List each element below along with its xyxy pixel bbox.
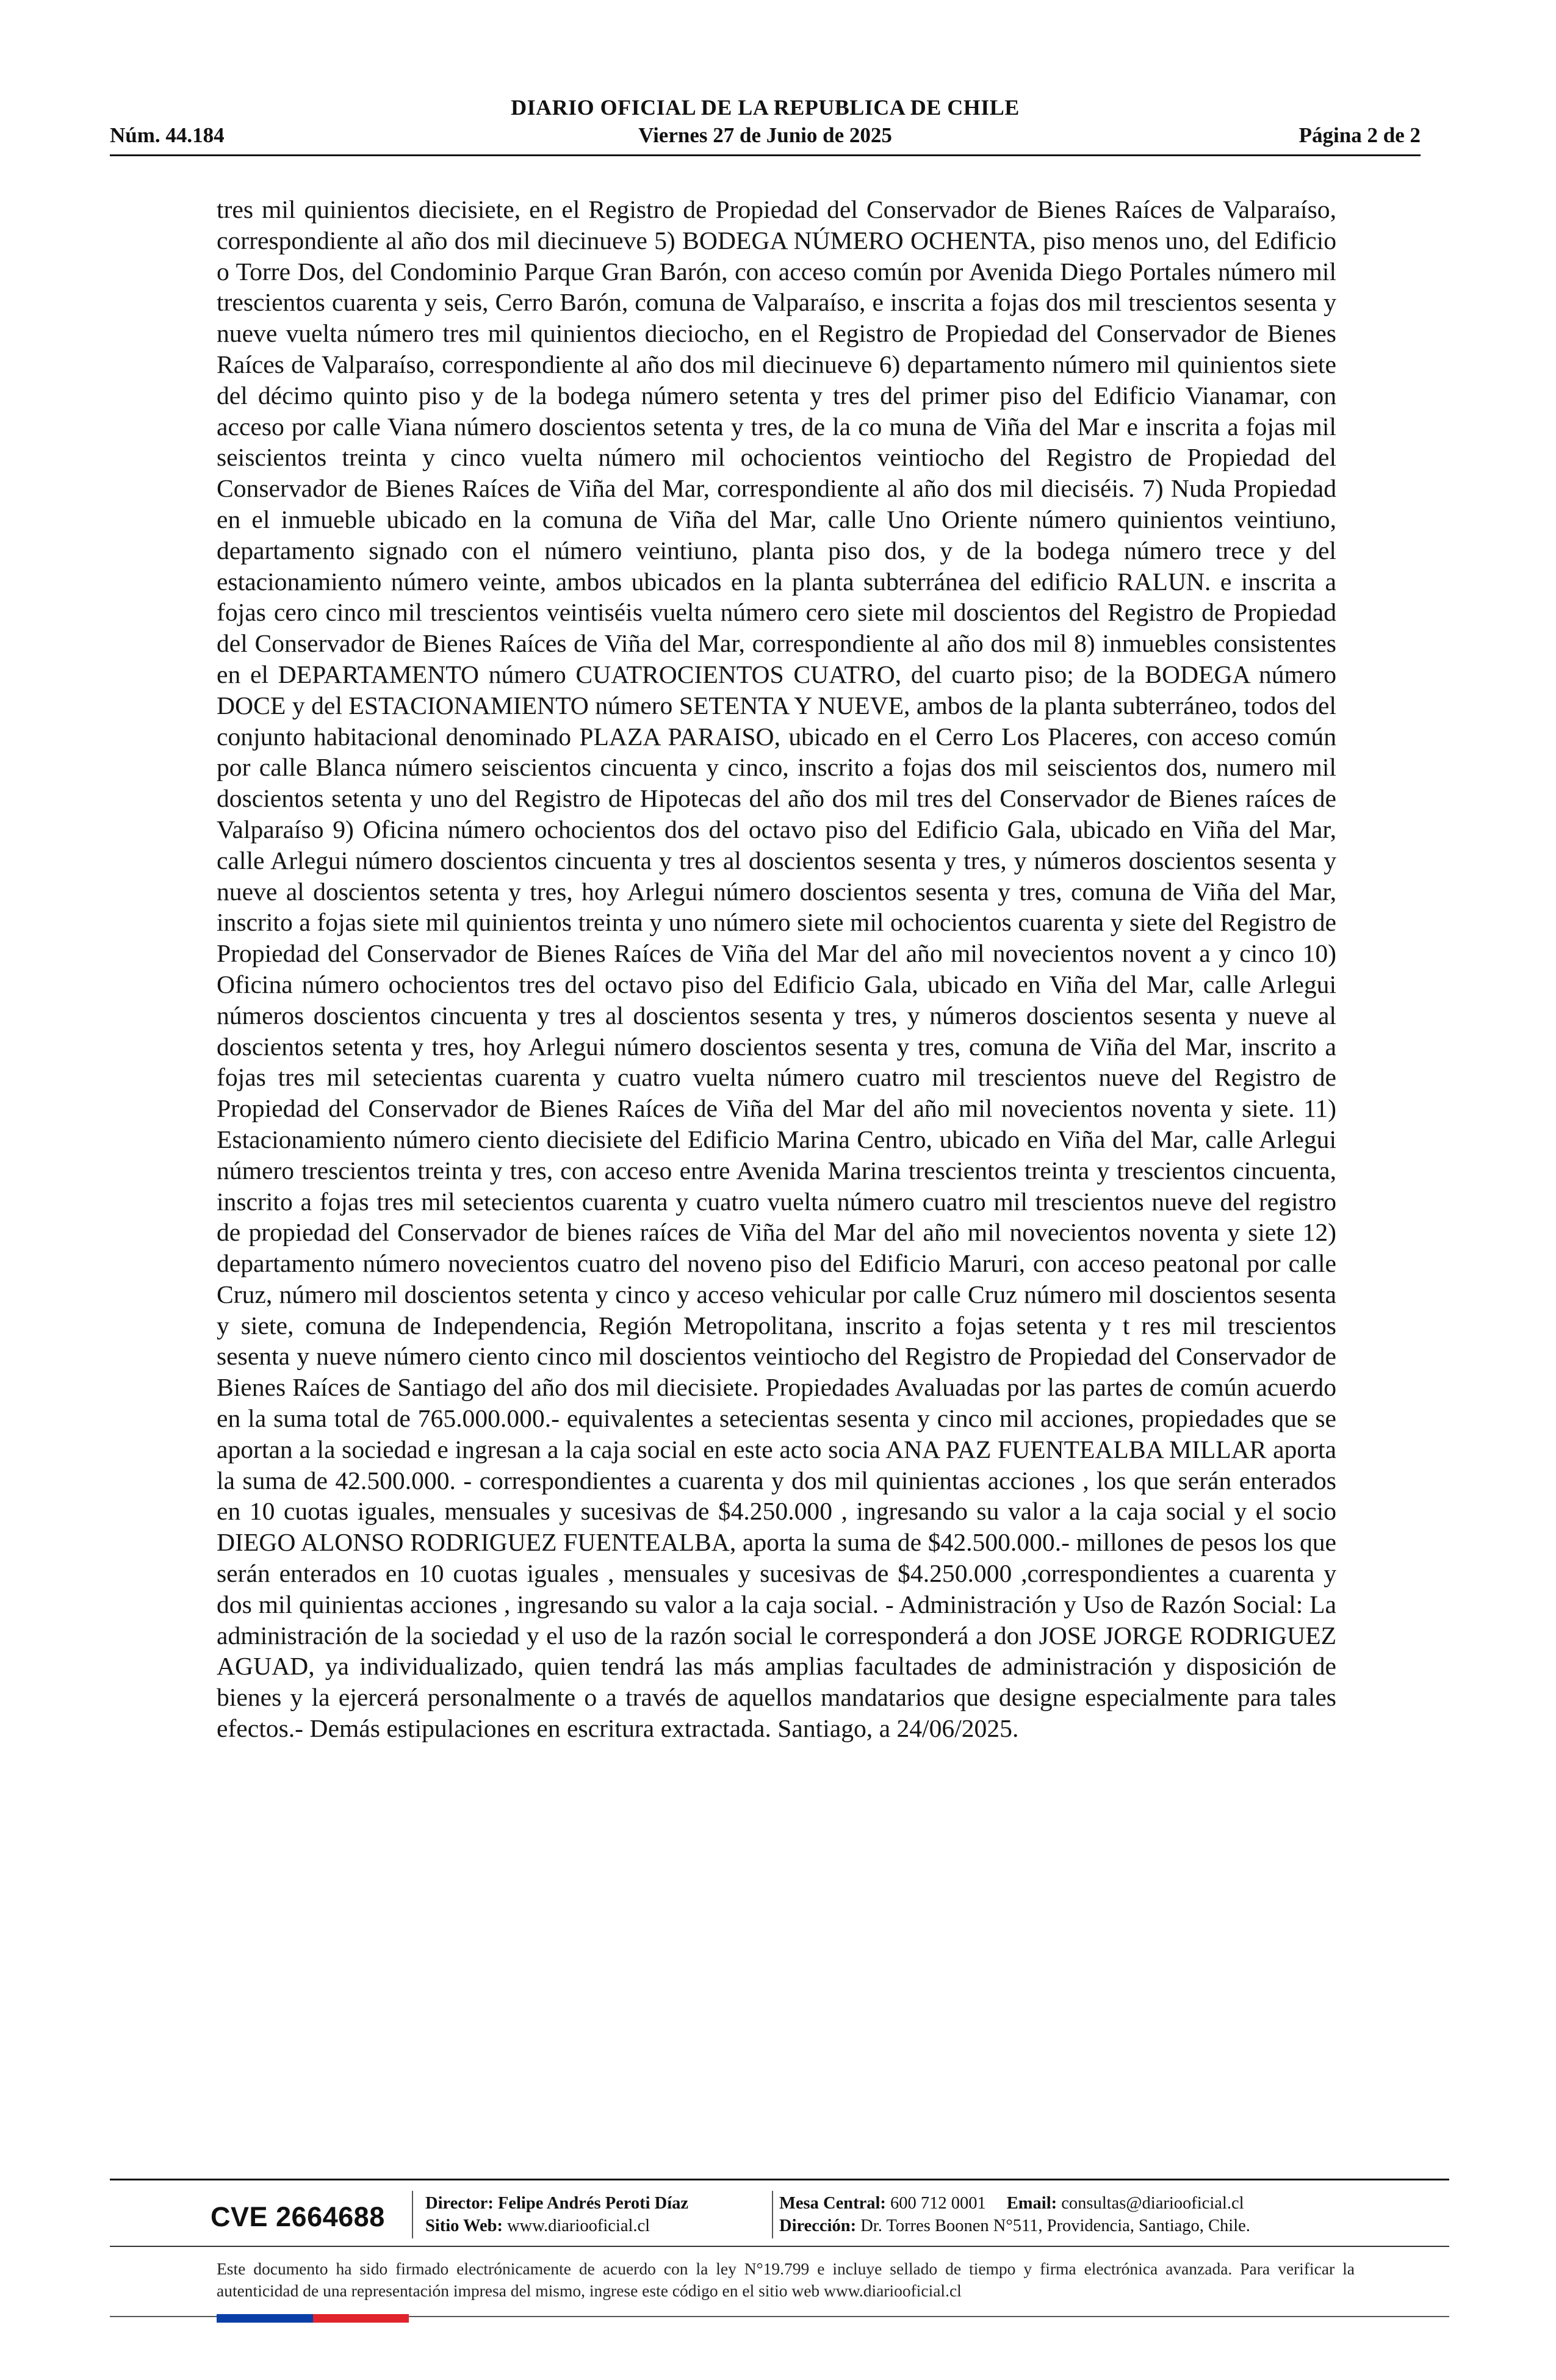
email-label: Email: [1006, 2194, 1057, 2213]
page-indicator: Página 2 de 2 [1298, 123, 1421, 147]
cve-code: CVE 2664688 [211, 2201, 385, 2232]
phone-number: 600 712 0001 [890, 2194, 986, 2213]
director-name: Felipe Andrés Peroti Díaz [497, 2194, 689, 2213]
footer-separator [772, 2191, 773, 2238]
director-label: Director: [425, 2194, 494, 2213]
footer-director-column [425, 2192, 688, 2237]
page-header [110, 95, 1421, 156]
phone-label: Mesa Central: [779, 2194, 886, 2213]
address-label: Dirección: [779, 2216, 857, 2235]
footer-contact-column [779, 2192, 1250, 2237]
chile-flag-stripe [217, 2314, 409, 2323]
electronic-signature-notice: Este documento ha sido firmado electrónicamente de acuerdo con la ley N°19.799 e incluye sellado de tiempo y firma electrónica avanzada. Para verificar la autenticidad de una representación impresa del mismo, ingrese este código en el sitio web www.diariooficial.cl [217, 2259, 1355, 2300]
website-label: Sitio Web: [425, 2216, 503, 2235]
header-meta-row [110, 123, 1421, 150]
flag-blue-segment [217, 2314, 313, 2323]
issue-number: Núm. 44.184 [110, 123, 225, 147]
publication-title: DIARIO OFICIAL DE LA REPUBLICA DE CHILE [511, 95, 1020, 120]
email-link[interactable]: consultas@diariooficial.cl [1061, 2194, 1244, 2213]
footer-middle-divider [110, 2246, 1449, 2247]
header-divider [110, 154, 1421, 156]
flag-red-segment [313, 2314, 409, 2323]
extract-body-text: tres mil quinientos diecisiete, en el Registro de Propiedad del Conservador de Bienes Raíces de Valparaíso, correspondiente al año dos mil diecinueve 5) BODEGA NÚMERO OCHENTA, piso menos uno, del Edificio o Torre Dos, del Condominio Parque Gran Barón, con acceso común por Avenida Diego Portales número mil trescientos cuarenta y seis, Cerro Barón, comuna de Valparaíso, e inscrita a fojas dos mil trescientos sesenta y nueve vuelta número tres mil quinientos dieciocho, en el Registro de Propiedad del Conservador de Bienes Raíces de Valparaíso, correspondiente al año dos mil diecinueve 6) departamento número mil quinientos siete del décimo quinto piso y de la bodega número setenta y tres del primer piso del Edificio Vianamar, con acceso por calle Viana número doscientos setenta y tres, de la co muna de Viña del Mar e inscrita a fojas mil seiscientos treinta y cinco vuelta número mil ochocientos veintiocho del Registro de Propiedad del Conservador de Bienes Raíces de Viña del Mar, correspondiente al año dos mil dieciséis. 7) Nuda Propiedad en el inmueble ubicado en la comuna de Viña del Mar, calle Uno Oriente número quinientos veintiuno, departamento signado con el número veintiuno, planta piso dos, y de la bodega número trece y del estacionamiento número veinte, ambos ubicados en la planta subterránea del edificio RALUN. e inscrita a fojas cero cinco mil trescientos veintiséis vuelta número cero siete mil doscientos del Registro de Propiedad del Conservador de Bienes Raíces de Viña del Mar, correspondiente al año dos mil 8) inmuebles consistentes en el DEPARTAMENTO número CUATROCIENTOS CUATRO, del cuarto piso; de la BODEGA número DOCE y del ESTACIONAMIENTO número SETENTA Y NUEVE, ambos de la planta subterráneo, todos del conjunto habitacional denominado PLAZA PARAISO, ubicado en el Cerro Los Placeres, con acceso común por calle Blanca número seiscientos cincuenta y cinco, inscrito a fojas dos mil seiscientos dos, numero mil doscientos setenta y uno del Registro de Hipotecas del año dos mil tres del Conservador de Bienes raíces de Valparaíso 9) Oficina número ochocientos dos del octavo piso del Edificio Gala, ubicado en Viña del Mar, calle Arlegui número doscientos cincuenta y tres al doscientos sesenta y tres, y números doscientos sesenta y nueve al doscientos setenta y tres, hoy Arlegui número doscientos sesenta y tres, comuna de Viña del Mar, inscrito a fojas siete mil quinientos treinta y uno número siete mil ochocientos cuarenta y siete del Registro de Propiedad del Conservador de Bienes Raíces de Viña del Mar del año mil novecientos novent a y cinco 10) Oficina número ochocientos tres del octavo piso del Edificio Gala, ubicado en Viña del Mar, calle Arlegui números doscientos cincuenta y tres al doscientos sesenta y tres, y números doscientos sesenta y nueve al doscientos setenta y tres, hoy Arlegui número doscientos sesenta y tres, comuna de Viña del Mar, inscrito a fojas tres mil setecientas cuarenta y cuatro vuelta número cuatro mil trescientos nueve del Registro de Propiedad del Conservador de Bienes Raíces de Viña del Mar del año mil novecientos noventa y siete. 11) Estacionamiento número ciento diecisiete del Edificio Marina Centro, ubicado en Viña del Mar, calle Arlegui número trescientos treinta y tres, con acceso entre Avenida Marina trescientos treinta y trescientos cincuenta, inscrito a fojas tres mil setecientos cuarenta y cuatro vuelta número cuatro mil trescientos nueve del registro de propiedad del Conservador de bienes raíces de Viña del Mar del año mil novecientos noventa y siete 12) departamento número novecientos cuatro del noveno piso del Edificio Maruri, con acceso peatonal por calle Cruz, número mil doscientos setenta y cinco y acceso vehicular por calle Cruz número mil doscientos sesenta y siete, comuna de Independencia, Región Metropolitana, inscrito a fojas setenta y t res mil trescientos sesenta y nueve número ciento cinco mil doscientos veintiocho del Registro de Propiedad del Conservador de Bienes Raíces de Santiago del año dos mil diecisiete. Propiedades Avaluadas por las partes de común acuerdo en la suma total de 765.000.000.- equivalentes a setecientas sesenta y cinco mil acciones, propiedades que se aportan a la sociedad e ingresan a la caja social en este acto socia ANA PAZ FUENTEALBA MILLAR aporta la suma de 42.500.000. - correspondientes a cuarenta y dos mil quinientas acciones , los que serán enterados en 10 cuotas iguales, mensuales y sucesivas de $4.250.000 , ingresando su valor a la caja social y el socio DIEGO ALONSO RODRIGUEZ FUENTEALBA, aporta la suma de $42.500.000.- millones de pesos los que serán enterados en 10 cuotas iguales , mensuales y sucesivas de $4.250.000 ,correspondientes a cuarenta y dos mil quinientas acciones , ingresando su valor a la caja social. - Administración y Uso de Razón Social: La administración de la sociedad y el uso de la razón social le corresponderá a don JOSE JORGE RODRIGUEZ AGUAD, ya individualizado, quien tendrá las más amplias facultades de administración y disposición de bienes y la ejercerá personalmente o a través de aquellos mandatarios que designe especialmente para tales efectos.- Demás estipulaciones en escritura extractada. Santiago, a 24/06/2025. [217, 195, 1336, 1743]
website-link[interactable]: www.diariooficial.cl [507, 2216, 650, 2235]
address-value: Dr. Torres Boonen N°511, Providencia, Santiago, Chile. [860, 2216, 1250, 2235]
footer-top-divider [110, 2179, 1449, 2180]
issue-date: Viernes 27 de Junio de 2025 [638, 123, 892, 147]
footer-separator [412, 2191, 413, 2238]
